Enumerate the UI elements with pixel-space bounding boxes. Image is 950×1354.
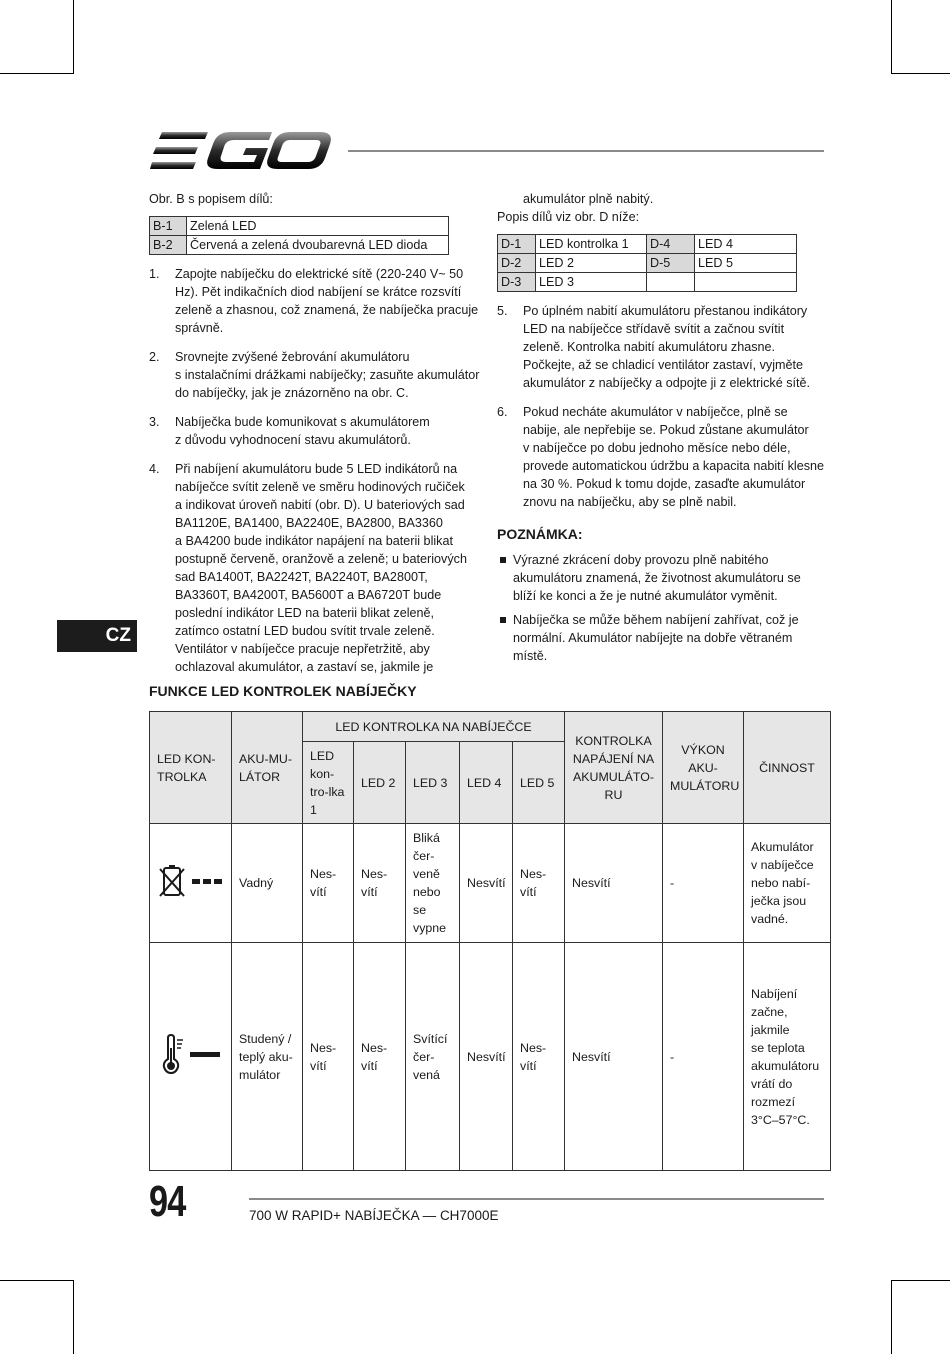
figure-d-parts-table — [497, 234, 797, 292]
step-text-line: Zapojte nabíječku do elektrické sítě (220-240 V~ 50 — [175, 267, 464, 281]
ego-logo — [150, 130, 332, 172]
bullet-square-icon — [500, 617, 506, 623]
cell-text-line: začne, — [751, 1004, 788, 1019]
cell-text-line: jakmile — [751, 1022, 790, 1037]
figure-b-caption: Obr. B s popisem dílů: — [149, 192, 273, 206]
cell-led2 — [354, 824, 406, 943]
cell-text-line: vítí — [310, 885, 327, 899]
cell-text-line: vená — [413, 1067, 440, 1082]
step-text-line: BA3360T, BA4200T, BA5600T a BA6720T bude — [175, 588, 442, 602]
cell-text-line: vítí — [310, 1058, 327, 1073]
step-text-line: v nabíječce po dobu jednoho měsíce nebo déle, — [523, 441, 791, 455]
part-label: LED kontrolka 1 — [536, 235, 647, 254]
list-item — [497, 302, 827, 392]
crop-mark — [73, 1280, 74, 1354]
crop-mark — [891, 73, 950, 74]
note-text-line: místě. — [513, 649, 548, 663]
crop-mark — [0, 1280, 74, 1281]
list-item — [149, 413, 481, 449]
step-text-line: ochlazoval akumulátor, a zastaví se, jakmile je — [175, 660, 434, 674]
bullet-square-icon — [500, 557, 506, 563]
language-tab: CZ — [57, 620, 137, 652]
note-text-line: normální. Akumulátor nabíjejte na dobře větraném — [513, 631, 793, 645]
cell-text-line: Akumulátor — [751, 840, 814, 854]
cell-napajeni: Nesvítí — [565, 824, 663, 943]
cell-text-line: Nabíjení — [751, 986, 798, 1001]
step-text-line: Při nabíjení akumulátoru bude 5 LED indikátorů na — [175, 462, 458, 476]
cell-text-line: vítí — [520, 885, 537, 899]
crop-mark — [891, 1280, 950, 1281]
left-column — [149, 190, 481, 687]
header-akumulator — [232, 712, 303, 824]
part-key: B-1 — [150, 217, 187, 236]
cell-led4: Nesvítí — [460, 943, 513, 1171]
header-text-line: TROLKA — [157, 769, 207, 784]
cell-text-line: vadné. — [751, 912, 789, 926]
cell-text-line: Studený / — [239, 1031, 292, 1046]
crop-mark — [0, 73, 74, 74]
table-row — [498, 254, 797, 273]
cell-akumulator — [232, 943, 303, 1171]
figure-b-parts-table — [149, 216, 449, 255]
instruction-steps — [149, 265, 481, 676]
cell-text-line: Nes- — [361, 1040, 388, 1055]
step-text-line: akumulátor z nabíječky a odpojte ji z elektrické sítě. — [523, 376, 810, 390]
step-text-line: Po úplném nabití akumulátoru přestanou indikátory — [523, 304, 808, 318]
cell-led5 — [513, 824, 565, 943]
list-item — [497, 551, 827, 605]
step-text-line: Srovnejte zvýšené žebrování akumulátoru — [175, 350, 410, 364]
list-item — [149, 460, 481, 676]
cell-napajeni: Nesvítí — [565, 943, 663, 1171]
thermometer-icon — [158, 1034, 224, 1074]
notes-list — [497, 551, 827, 665]
step-text-line: sad BA1400T, BA2242T, BA2240T, BA2800T, — [175, 570, 428, 584]
header-text-line: LED KON- — [157, 751, 216, 766]
part-key: B-2 — [150, 236, 187, 255]
cell-text-line: Nes- — [310, 867, 337, 881]
step-text-line: Počkejte, až se chladicí ventilátor zastaví, vyjměte — [523, 358, 803, 372]
step-number: 4. — [149, 462, 160, 476]
part-key: D-1 — [498, 235, 536, 254]
crop-mark — [73, 0, 74, 74]
cell-text-line: ječka jsou — [751, 894, 807, 908]
crop-mark — [891, 0, 892, 74]
cell-text-line: vrátí do — [751, 1076, 793, 1091]
figure-d-caption: Popis dílů viz obr. D níže: — [497, 210, 640, 224]
cell-cinnost — [744, 824, 831, 943]
step-number: 3. — [149, 415, 160, 429]
empty-cell — [695, 273, 797, 292]
table-row — [498, 273, 797, 292]
part-label: LED 5 — [695, 254, 797, 273]
header-text-line: NAPÁJENÍ NA — [572, 751, 655, 766]
header-text-line: RU — [604, 787, 623, 802]
header-text-line: AKU-MU- — [239, 751, 292, 766]
step-text-line: BA1120E, BA1400, BA2240E, BA2800, BA3360 — [175, 516, 443, 530]
header-kontrolka-napajeni — [565, 712, 663, 824]
part-key: D-2 — [498, 254, 536, 273]
step-text-line: na 30 %. Pokud k tomu dojde, zasaďte akumulátor — [523, 477, 806, 491]
continuation-text: akumulátor plně nabitý. — [523, 192, 654, 206]
header-led2: LED 2 — [354, 742, 406, 824]
step-text-line: z důvodu vyhodnocení stavu akumulátorů. — [175, 433, 411, 447]
step-text-line: postupně červeně, oranžově a zeleně; u bateriových — [175, 552, 467, 566]
step-text-line: Ventilátor v nabíječce pracuje nepřetržitě, aby — [175, 642, 430, 656]
crop-mark — [891, 1280, 892, 1354]
cell-led3 — [406, 943, 460, 1171]
defective-battery-icon — [158, 863, 224, 899]
part-label: Zelená LED — [187, 217, 449, 236]
part-label: LED 2 — [536, 254, 647, 273]
note-title: POZNÁMKA: — [497, 526, 583, 542]
header-cinnost: ČINNOST — [744, 712, 831, 824]
cell-text-line: Bliká — [413, 831, 440, 845]
step-text-line: Pokud necháte akumulátor v nabíječce, plně se — [523, 405, 788, 419]
section-title: FUNKCE LED KONTROLEK NABÍJEČKY — [149, 683, 417, 699]
header-led5: LED 5 — [513, 742, 565, 824]
header-led-group: LED KONTROLKA NA NABÍJEČCE — [303, 712, 565, 742]
step-text-line: provede automatickou údržbu a kapacita nabití klesne — [523, 459, 825, 473]
cell-text-line: vítí — [361, 1058, 378, 1073]
footer-rule — [249, 1198, 824, 1200]
cell-text-line: rozmezí — [751, 1094, 796, 1109]
cell-cinnost — [744, 943, 831, 1171]
cell-text-line: vítí — [520, 1058, 537, 1073]
right-column — [497, 190, 827, 671]
header-text-line: VÝKON — [681, 742, 725, 757]
cell-text-line: nebo nabí- — [751, 876, 811, 890]
footer-title: 700 W RAPID+ NABÍJEČKA — CH7000E — [249, 1208, 499, 1223]
step-text-line: zeleně. Kontrolka nabití akumulátoru zhasne. — [523, 340, 776, 354]
part-label: LED 3 — [536, 273, 647, 292]
cell-text-line: Svítící — [413, 1031, 448, 1046]
header-text-line: KONTROLKA — [575, 733, 652, 748]
cell-led1 — [303, 824, 354, 943]
header-text-line: kon- — [310, 766, 335, 781]
step-text-line: a indikovat úroveň nabití (obr. D). U bateriových sad — [175, 498, 465, 512]
header-text-line: LÁTOR — [239, 769, 281, 784]
cell-text-line: nebo — [413, 885, 441, 899]
header-text-line: tro-lka — [310, 784, 345, 799]
step-number: 5. — [497, 304, 508, 318]
list-item — [497, 611, 827, 665]
header-text-line: AKU- — [688, 760, 718, 775]
header-vykon — [663, 712, 744, 824]
step-text-line: a BA4200 bude indikátor napájení na baterii blikat — [175, 534, 453, 548]
cell-text-line: Nes- — [520, 1040, 547, 1055]
cell-text-line: čer- — [413, 849, 435, 863]
led-icon-cell — [150, 943, 232, 1171]
cell-text-line: se teplota — [751, 1040, 805, 1055]
empty-cell — [647, 273, 695, 292]
list-item — [497, 403, 827, 511]
table-row — [150, 943, 831, 1171]
note-text-line: Výrazné zkrácení doby provozu plně nabitého — [513, 553, 769, 567]
step-text-line: Hz). Pět indikačních diod nabíjení se krátce rozsvítí — [175, 285, 462, 299]
part-key: D-4 — [647, 235, 695, 254]
header-rule — [348, 150, 824, 152]
list-item — [149, 265, 481, 337]
cell-text-line: veně — [413, 867, 440, 881]
led-function-table — [149, 711, 831, 1171]
step-text-line: zatímco ostatní LED budou svítit trvale zeleně. — [175, 624, 435, 638]
header-text-line: LED — [310, 748, 335, 763]
cell-vykon: - — [663, 943, 744, 1171]
step-text-line: znovu na nabíječku, aby se plně nabil. — [523, 495, 737, 509]
header-led4: LED 4 — [460, 742, 513, 824]
step-number: 1. — [149, 267, 160, 281]
cell-text-line: mulátor — [239, 1067, 281, 1082]
cell-led4: Nesvítí — [460, 824, 513, 943]
note-text-line: Nabíječka se může během nabíjení zahřívat, což je — [513, 613, 799, 627]
led-icon-cell — [150, 824, 232, 943]
cell-text-line: 3°C–57°C. — [751, 1112, 810, 1127]
cell-led1 — [303, 943, 354, 1171]
step-text-line: poslední indikátor LED na baterii blikat zeleně, — [175, 606, 435, 620]
note-text-line: blíží ke konci a že je nutné akumulátor vyměnit. — [513, 589, 778, 603]
cell-led3 — [406, 824, 460, 943]
step-text-line: nabije, ale nepřebije se. Pokud zůstane akumulátor — [523, 423, 809, 437]
step-text-line: Nabíječka bude komunikovat s akumulátorem — [175, 415, 430, 429]
step-text-line: nabíječce svítit zeleně ve směru hodinových ručiček — [175, 480, 465, 494]
page-number: 94 — [149, 1177, 186, 1226]
step-text-line: zeleně a zhasnou, což znamená, že nabíječka pracuje — [175, 303, 479, 317]
part-key: D-3 — [498, 273, 536, 292]
cell-text-line: Nes- — [520, 867, 547, 881]
table-row — [150, 217, 449, 236]
cell-text-line: akumulátoru — [751, 1058, 820, 1073]
step-number: 2. — [149, 350, 160, 364]
step-number: 6. — [497, 405, 508, 419]
header-led1 — [303, 742, 354, 824]
cell-text-line: Nes- — [361, 867, 388, 881]
step-text-line: do nabíječky, jak je znázorněno na obr. C. — [175, 386, 409, 400]
cell-text-line: vypne — [413, 921, 447, 935]
cell-akumulator: Vadný — [232, 824, 303, 943]
cell-text-line: se — [413, 903, 427, 917]
header-led-kontrolka — [150, 712, 232, 824]
cell-led5 — [513, 943, 565, 1171]
table-row — [498, 235, 797, 254]
part-key: D-5 — [647, 254, 695, 273]
step-text-line: správně. — [175, 321, 224, 335]
cell-text-line: čer- — [413, 1049, 435, 1064]
table-header-row — [150, 712, 831, 742]
instruction-steps — [497, 302, 827, 511]
cell-text-line: teplý aku- — [239, 1049, 293, 1064]
cell-text-line: v nabíječce — [751, 858, 814, 872]
step-text-line: LED na nabíječce střídavě svítit a začnou svítit — [523, 322, 785, 336]
part-label: LED 4 — [695, 235, 797, 254]
cell-text-line: Nes- — [310, 1040, 337, 1055]
part-label: Červená a zelená dvoubarevná LED dioda — [187, 236, 449, 255]
cell-text-line: vítí — [361, 885, 378, 899]
note-text-line: akumulátoru znamená, že životnost akumulátoru se — [513, 571, 801, 585]
header-text-line: AKUMULÁTO- — [572, 769, 654, 784]
cell-led2 — [354, 943, 406, 1171]
cell-vykon: - — [663, 824, 744, 943]
header-text-line: MULÁTORU — [670, 778, 740, 793]
step-text-line: s instalačními drážkami nabíječky; zasuňte akumulátor — [175, 368, 480, 382]
table-row — [150, 824, 831, 943]
table-row — [150, 236, 449, 255]
header-text-line: 1 — [310, 802, 317, 817]
header-led3: LED 3 — [406, 742, 460, 824]
list-item — [149, 348, 481, 402]
